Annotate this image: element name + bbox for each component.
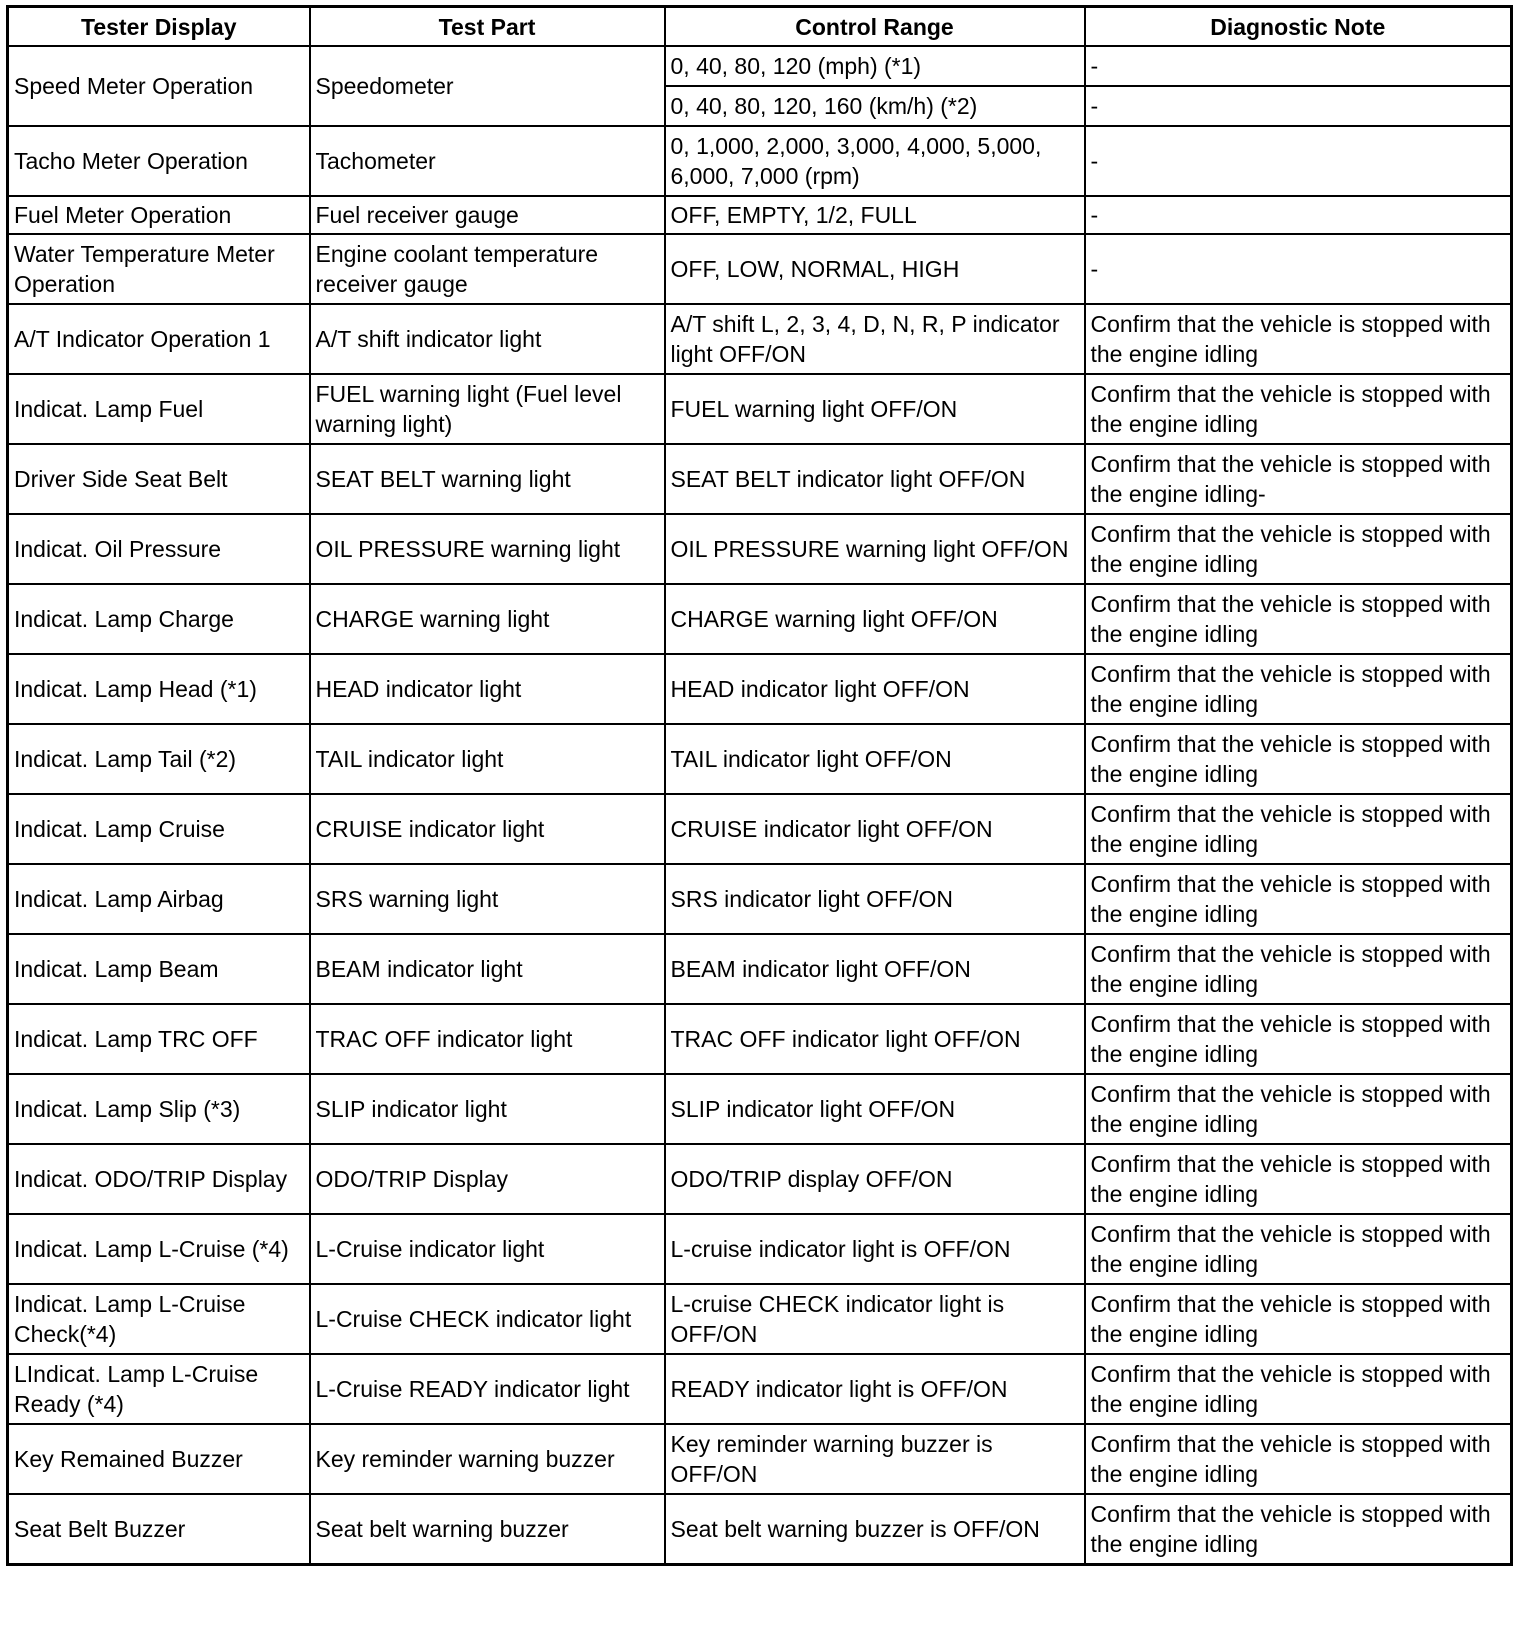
- cell-control-range: ODO/TRIP display OFF/ON: [665, 1144, 1085, 1214]
- cell-test-part: FUEL warning light (Fuel level warning light): [310, 374, 665, 444]
- cell-control-range: CRUISE indicator light OFF/ON: [665, 794, 1085, 864]
- cell-test-part: TAIL indicator light: [310, 724, 665, 794]
- table-row: [8, 234, 1512, 304]
- cell-control-range: BEAM indicator light OFF/ON: [665, 934, 1085, 1004]
- cell-diagnostic-note: Confirm that the vehicle is stopped with the engine idling: [1085, 1284, 1512, 1354]
- cell-control-range: CHARGE warning light OFF/ON: [665, 584, 1085, 654]
- cell-test-part: TRAC OFF indicator light: [310, 1004, 665, 1074]
- cell-test-part: Seat belt warning buzzer: [310, 1494, 665, 1565]
- cell-control-range: SEAT BELT indicator light OFF/ON: [665, 444, 1085, 514]
- cell-diagnostic-note: -: [1085, 234, 1512, 304]
- cell-tester-display: Indicat. Lamp Slip (*3): [8, 1074, 310, 1144]
- cell-diagnostic-note: Confirm that the vehicle is stopped with the engine idling: [1085, 304, 1512, 374]
- cell-control-range: TAIL indicator light OFF/ON: [665, 724, 1085, 794]
- cell-test-part: SLIP indicator light: [310, 1074, 665, 1144]
- cell-test-part: SRS warning light: [310, 864, 665, 934]
- cell-test-part: ODO/TRIP Display: [310, 1144, 665, 1214]
- table-row: [8, 46, 1512, 86]
- cell-diagnostic-note: Confirm that the vehicle is stopped with the engine idling: [1085, 584, 1512, 654]
- cell-diagnostic-note: Confirm that the vehicle is stopped with the engine idling: [1085, 724, 1512, 794]
- cell-diagnostic-note: Confirm that the vehicle is stopped with the engine idling: [1085, 1494, 1512, 1565]
- cell-control-range: OIL PRESSURE warning light OFF/ON: [665, 514, 1085, 584]
- header-diagnostic-note: Diagnostic Note: [1085, 7, 1512, 47]
- cell-tester-display: Tacho Meter Operation: [8, 126, 310, 196]
- cell-test-part: Fuel receiver gauge: [310, 196, 665, 234]
- cell-test-part: OIL PRESSURE warning light: [310, 514, 665, 584]
- cell-diagnostic-note: Confirm that the vehicle is stopped with the engine idling: [1085, 1074, 1512, 1144]
- cell-control-range: 0, 40, 80, 120, 160 (km/h) (*2): [665, 86, 1085, 126]
- cell-test-part: Engine coolant temperature receiver gauge: [310, 234, 665, 304]
- cell-tester-display: Indicat. Lamp Beam: [8, 934, 310, 1004]
- table-row: [8, 514, 1512, 584]
- cell-diagnostic-note: Confirm that the vehicle is stopped with the engine idling: [1085, 1424, 1512, 1494]
- cell-tester-display: A/T Indicator Operation 1: [8, 304, 310, 374]
- cell-tester-display: Seat Belt Buzzer: [8, 1494, 310, 1565]
- table-row: [8, 934, 1512, 1004]
- cell-control-range: 0, 1,000, 2,000, 3,000, 4,000, 5,000, 6,000, 7,000 (rpm): [665, 126, 1085, 196]
- cell-tester-display: Indicat. ODO/TRIP Display: [8, 1144, 310, 1214]
- cell-tester-display: Indicat. Lamp L-Cruise (*4): [8, 1214, 310, 1284]
- cell-diagnostic-note: Confirm that the vehicle is stopped with the engine idling: [1085, 514, 1512, 584]
- diagnostic-table: [6, 5, 1513, 1566]
- cell-control-range: FUEL warning light OFF/ON: [665, 374, 1085, 444]
- cell-diagnostic-note: Confirm that the vehicle is stopped with the engine idling: [1085, 934, 1512, 1004]
- header-control-range: Control Range: [665, 7, 1085, 47]
- cell-control-range: A/T shift L, 2, 3, 4, D, N, R, P indicator light OFF/ON: [665, 304, 1085, 374]
- cell-diagnostic-note: Confirm that the vehicle is stopped with the engine idling: [1085, 1144, 1512, 1214]
- cell-control-range: L-cruise indicator light is OFF/ON: [665, 1214, 1085, 1284]
- table-row: [8, 1214, 1512, 1284]
- cell-diagnostic-note: Confirm that the vehicle is stopped with the engine idling: [1085, 1004, 1512, 1074]
- cell-tester-display: Indicat. Lamp Airbag: [8, 864, 310, 934]
- cell-test-part: Key reminder warning buzzer: [310, 1424, 665, 1494]
- cell-diagnostic-note: Confirm that the vehicle is stopped with the engine idling: [1085, 654, 1512, 724]
- table-row: [8, 1144, 1512, 1214]
- table-row: [8, 1424, 1512, 1494]
- cell-control-range: OFF, LOW, NORMAL, HIGH: [665, 234, 1085, 304]
- cell-tester-display: Indicat. Lamp Charge: [8, 584, 310, 654]
- cell-diagnostic-note: -: [1085, 46, 1512, 86]
- cell-test-part: A/T shift indicator light: [310, 304, 665, 374]
- cell-test-part: BEAM indicator light: [310, 934, 665, 1004]
- cell-test-part: CRUISE indicator light: [310, 794, 665, 864]
- cell-control-range: SRS indicator light OFF/ON: [665, 864, 1085, 934]
- cell-diagnostic-note: Confirm that the vehicle is stopped with the engine idling: [1085, 864, 1512, 934]
- cell-tester-display: Indicat. Lamp Fuel: [8, 374, 310, 444]
- cell-diagnostic-note: -: [1085, 196, 1512, 234]
- cell-diagnostic-note: -: [1085, 126, 1512, 196]
- cell-tester-display: Speed Meter Operation: [8, 46, 310, 126]
- cell-tester-display: Indicat. Lamp L-Cruise Check(*4): [8, 1284, 310, 1354]
- cell-control-range: Seat belt warning buzzer is OFF/ON: [665, 1494, 1085, 1565]
- table-row: [8, 304, 1512, 374]
- table-row: [8, 1004, 1512, 1074]
- table-row: [8, 196, 1512, 234]
- cell-control-range: SLIP indicator light OFF/ON: [665, 1074, 1085, 1144]
- table-row: [8, 374, 1512, 444]
- cell-tester-display: Key Remained Buzzer: [8, 1424, 310, 1494]
- document-page: [6, 5, 1513, 1566]
- cell-tester-display: Indicat. Lamp Cruise: [8, 794, 310, 864]
- cell-control-range: TRAC OFF indicator light OFF/ON: [665, 1004, 1085, 1074]
- header-row: [8, 7, 1512, 47]
- cell-test-part: Speedometer: [310, 46, 665, 126]
- cell-test-part: HEAD indicator light: [310, 654, 665, 724]
- cell-control-range: READY indicator light is OFF/ON: [665, 1354, 1085, 1424]
- table-row: [8, 1284, 1512, 1354]
- table-row: [8, 1074, 1512, 1144]
- header-test-part: Test Part: [310, 7, 665, 47]
- table-row: [8, 584, 1512, 654]
- cell-diagnostic-note: Confirm that the vehicle is stopped with the engine idling: [1085, 1354, 1512, 1424]
- cell-tester-display: Indicat. Oil Pressure: [8, 514, 310, 584]
- cell-control-range: 0, 40, 80, 120 (mph) (*1): [665, 46, 1085, 86]
- cell-test-part: L-Cruise indicator light: [310, 1214, 665, 1284]
- cell-test-part: Tachometer: [310, 126, 665, 196]
- table-row: [8, 444, 1512, 514]
- table-row: [8, 654, 1512, 724]
- header-tester-display: Tester Display: [8, 7, 310, 47]
- cell-control-range: Key reminder warning buzzer is OFF/ON: [665, 1424, 1085, 1494]
- cell-control-range: OFF, EMPTY, 1/2, FULL: [665, 196, 1085, 234]
- cell-tester-display: Water Temperature Meter Operation: [8, 234, 310, 304]
- cell-tester-display: Driver Side Seat Belt: [8, 444, 310, 514]
- cell-diagnostic-note: Confirm that the vehicle is stopped with the engine idling: [1085, 794, 1512, 864]
- cell-diagnostic-note: -: [1085, 86, 1512, 126]
- cell-test-part: CHARGE warning light: [310, 584, 665, 654]
- cell-test-part: L-Cruise CHECK indicator light: [310, 1284, 665, 1354]
- cell-control-range: HEAD indicator light OFF/ON: [665, 654, 1085, 724]
- cell-test-part: SEAT BELT warning light: [310, 444, 665, 514]
- cell-diagnostic-note: Confirm that the vehicle is stopped with the engine idling: [1085, 374, 1512, 444]
- cell-tester-display: Fuel Meter Operation: [8, 196, 310, 234]
- cell-diagnostic-note: Confirm that the vehicle is stopped with the engine idling-: [1085, 444, 1512, 514]
- cell-tester-display: Indicat. Lamp Head (*1): [8, 654, 310, 724]
- cell-diagnostic-note: Confirm that the vehicle is stopped with the engine idling: [1085, 1214, 1512, 1284]
- cell-tester-display: Indicat. Lamp TRC OFF: [8, 1004, 310, 1074]
- table-row: [8, 1354, 1512, 1424]
- cell-test-part: L-Cruise READY indicator light: [310, 1354, 665, 1424]
- table-row: [8, 1494, 1512, 1565]
- table-row: [8, 126, 1512, 196]
- table-row: [8, 864, 1512, 934]
- table-row: [8, 794, 1512, 864]
- table-row: [8, 724, 1512, 794]
- cell-tester-display: Indicat. Lamp Tail (*2): [8, 724, 310, 794]
- cell-control-range: L-cruise CHECK indicator light is OFF/ON: [665, 1284, 1085, 1354]
- cell-tester-display: LIndicat. Lamp L-Cruise Ready (*4): [8, 1354, 310, 1424]
